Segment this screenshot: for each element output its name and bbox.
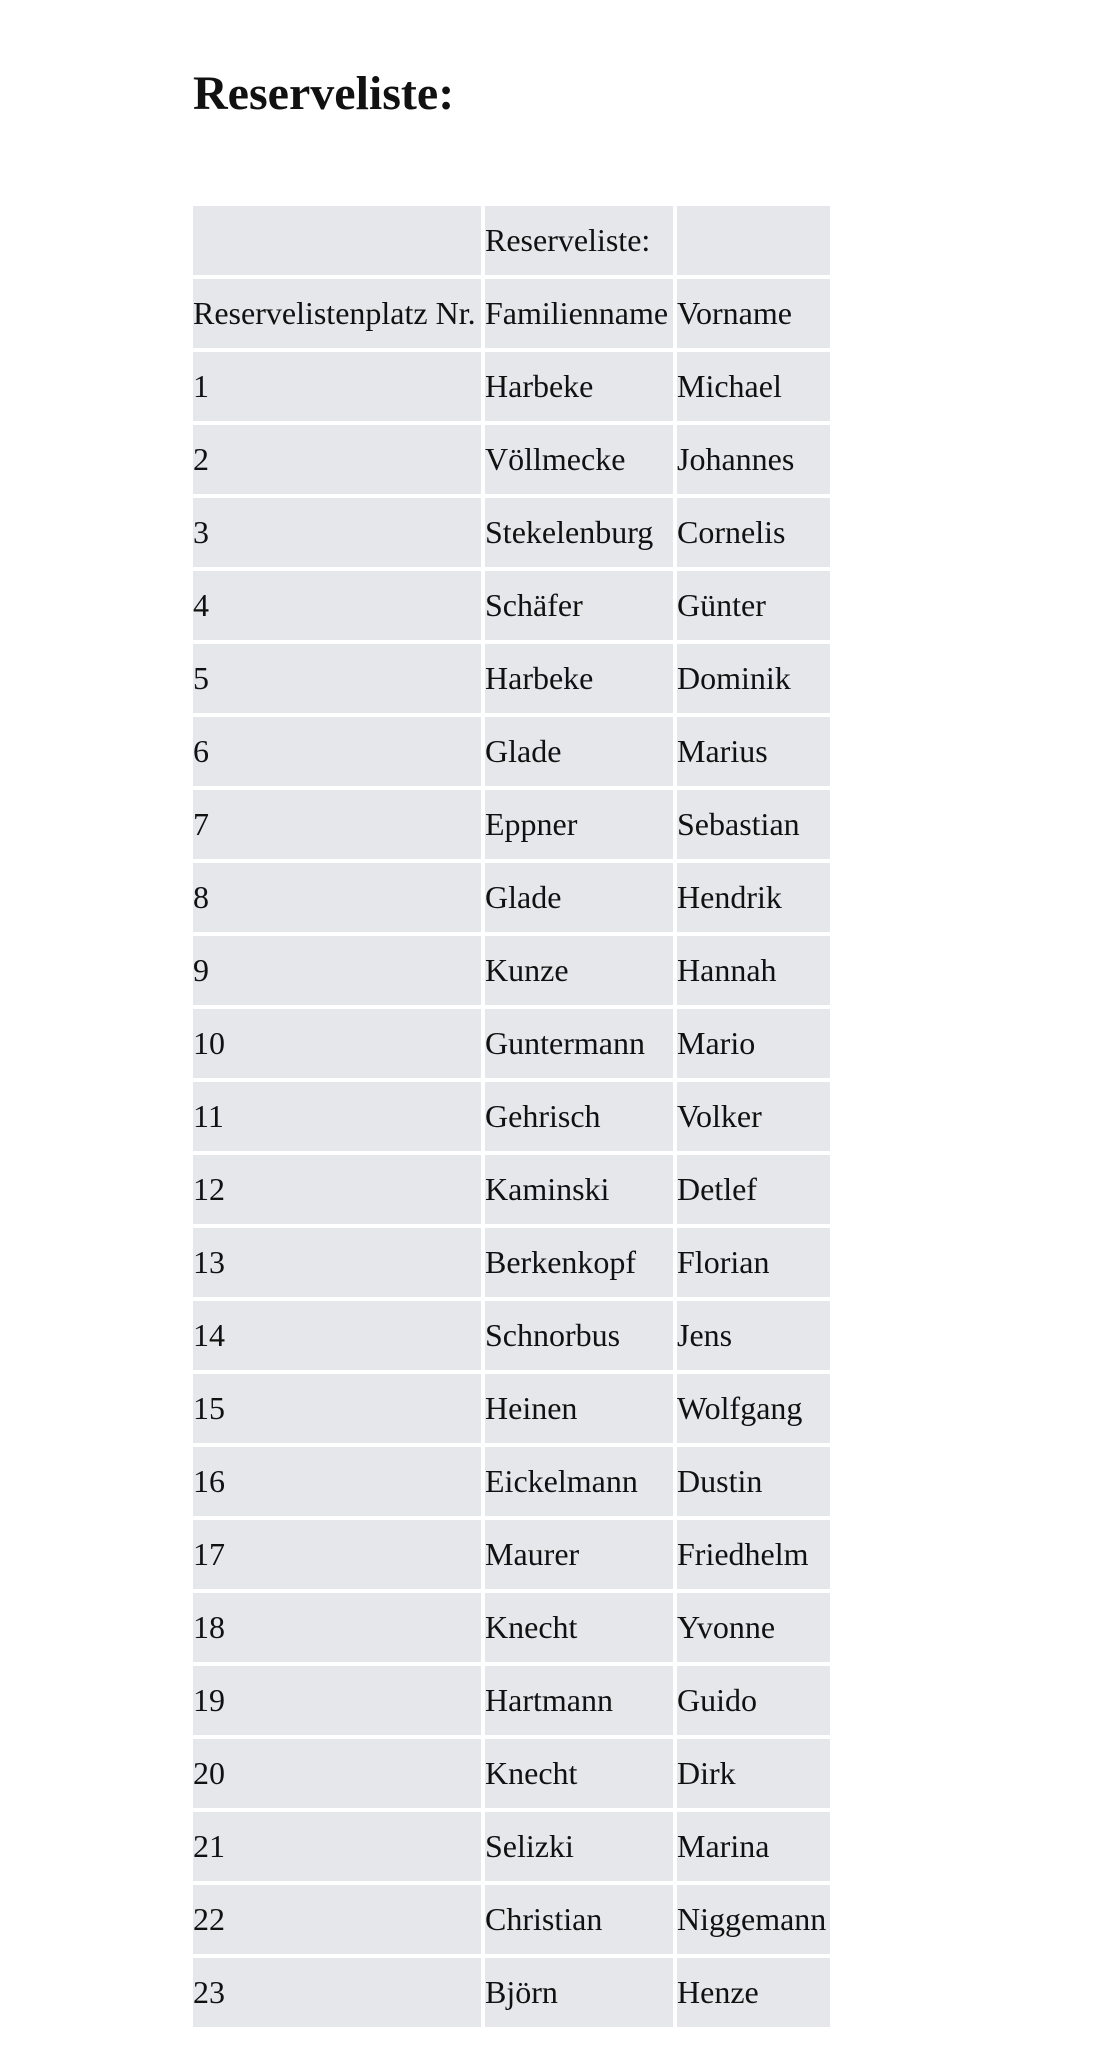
caption-cell-title: Reserveliste: <box>485 206 673 275</box>
cell-family-name: Hartmann <box>485 1666 673 1735</box>
table-row <box>193 1374 830 1443</box>
table-row <box>193 571 830 640</box>
cell-nr: 4 <box>193 571 481 640</box>
cell-family-name: Glade <box>485 717 673 786</box>
table-row <box>193 1812 830 1881</box>
cell-nr: 17 <box>193 1520 481 1589</box>
cell-given-name: Hannah <box>677 936 830 1005</box>
table-caption-row <box>193 206 830 275</box>
table-row <box>193 936 830 1005</box>
cell-given-name: Friedhelm <box>677 1520 830 1589</box>
cell-nr: 14 <box>193 1301 481 1370</box>
cell-family-name: Björn <box>485 1958 673 2027</box>
cell-nr: 6 <box>193 717 481 786</box>
cell-nr: 19 <box>193 1666 481 1735</box>
table-row <box>193 1666 830 1735</box>
table-row <box>193 863 830 932</box>
table-row <box>193 498 830 567</box>
table-row <box>193 1301 830 1370</box>
cell-family-name: Kunze <box>485 936 673 1005</box>
cell-given-name: Volker <box>677 1082 830 1151</box>
cell-family-name: Knecht <box>485 1739 673 1808</box>
page-title: Reserveliste: <box>193 67 455 120</box>
cell-nr: 12 <box>193 1155 481 1224</box>
table-row <box>193 425 830 494</box>
cell-family-name: Harbeke <box>485 644 673 713</box>
cell-nr: 11 <box>193 1082 481 1151</box>
cell-family-name: Schnorbus <box>485 1301 673 1370</box>
cell-nr: 16 <box>193 1447 481 1516</box>
table-body <box>193 206 830 2027</box>
header-cell-given-name: Vorname <box>677 279 830 348</box>
cell-family-name: Knecht <box>485 1593 673 1662</box>
cell-family-name: Harbeke <box>485 352 673 421</box>
cell-nr: 18 <box>193 1593 481 1662</box>
table-row <box>193 1009 830 1078</box>
reserve-list-table-wrapper <box>193 206 830 2027</box>
cell-family-name: Gehrisch <box>485 1082 673 1151</box>
cell-nr: 7 <box>193 790 481 859</box>
cell-family-name: Stekelenburg <box>485 498 673 567</box>
cell-family-name: Guntermann <box>485 1009 673 1078</box>
cell-family-name: Heinen <box>485 1374 673 1443</box>
table-row <box>193 1082 830 1151</box>
header-cell-family-name: Familienname <box>485 279 673 348</box>
cell-family-name: Glade <box>485 863 673 932</box>
reserve-list-table <box>189 202 834 2031</box>
cell-given-name: Jens <box>677 1301 830 1370</box>
cell-given-name: Hendrik <box>677 863 830 932</box>
table-row <box>193 1447 830 1516</box>
cell-given-name: Michael <box>677 352 830 421</box>
cell-nr: 8 <box>193 863 481 932</box>
table-row <box>193 717 830 786</box>
table-row <box>193 790 830 859</box>
table-row <box>193 1958 830 2027</box>
cell-given-name: Yvonne <box>677 1593 830 1662</box>
cell-nr: 15 <box>193 1374 481 1443</box>
cell-family-name: Eickelmann <box>485 1447 673 1516</box>
cell-family-name: Völlmecke <box>485 425 673 494</box>
cell-given-name: Sebastian <box>677 790 830 859</box>
cell-nr: 3 <box>193 498 481 567</box>
caption-cell-given <box>677 206 830 275</box>
cell-given-name: Dirk <box>677 1739 830 1808</box>
table-row <box>193 1155 830 1224</box>
cell-given-name: Henze <box>677 1958 830 2027</box>
cell-given-name: Florian <box>677 1228 830 1297</box>
cell-family-name: Selizki <box>485 1812 673 1881</box>
cell-family-name: Berkenkopf <box>485 1228 673 1297</box>
header-cell-nr: Reservelistenplatz Nr. <box>193 279 481 348</box>
cell-nr: 2 <box>193 425 481 494</box>
table-row <box>193 1593 830 1662</box>
cell-given-name: Wolfgang <box>677 1374 830 1443</box>
table-row <box>193 352 830 421</box>
cell-family-name: Eppner <box>485 790 673 859</box>
cell-family-name: Maurer <box>485 1520 673 1589</box>
cell-given-name: Johannes <box>677 425 830 494</box>
table-row <box>193 1885 830 1954</box>
cell-given-name: Dustin <box>677 1447 830 1516</box>
cell-given-name: Dominik <box>677 644 830 713</box>
cell-given-name: Mario <box>677 1009 830 1078</box>
cell-nr: 1 <box>193 352 481 421</box>
cell-nr: 9 <box>193 936 481 1005</box>
cell-given-name: Detlef <box>677 1155 830 1224</box>
cell-nr: 23 <box>193 1958 481 2027</box>
cell-nr: 21 <box>193 1812 481 1881</box>
cell-nr: 20 <box>193 1739 481 1808</box>
table-header-row <box>193 279 830 348</box>
cell-family-name: Christian <box>485 1885 673 1954</box>
cell-given-name: Günter <box>677 571 830 640</box>
cell-nr: 5 <box>193 644 481 713</box>
cell-given-name: Guido <box>677 1666 830 1735</box>
cell-given-name: Cornelis <box>677 498 830 567</box>
cell-given-name: Marina <box>677 1812 830 1881</box>
cell-family-name: Schäfer <box>485 571 673 640</box>
cell-nr: 22 <box>193 1885 481 1954</box>
table-row <box>193 1228 830 1297</box>
table-row <box>193 1739 830 1808</box>
cell-given-name: Niggemann <box>677 1885 830 1954</box>
cell-family-name: Kaminski <box>485 1155 673 1224</box>
cell-given-name: Marius <box>677 717 830 786</box>
caption-cell-nr <box>193 206 481 275</box>
cell-nr: 13 <box>193 1228 481 1297</box>
cell-nr: 10 <box>193 1009 481 1078</box>
table-row <box>193 1520 830 1589</box>
table-row <box>193 644 830 713</box>
